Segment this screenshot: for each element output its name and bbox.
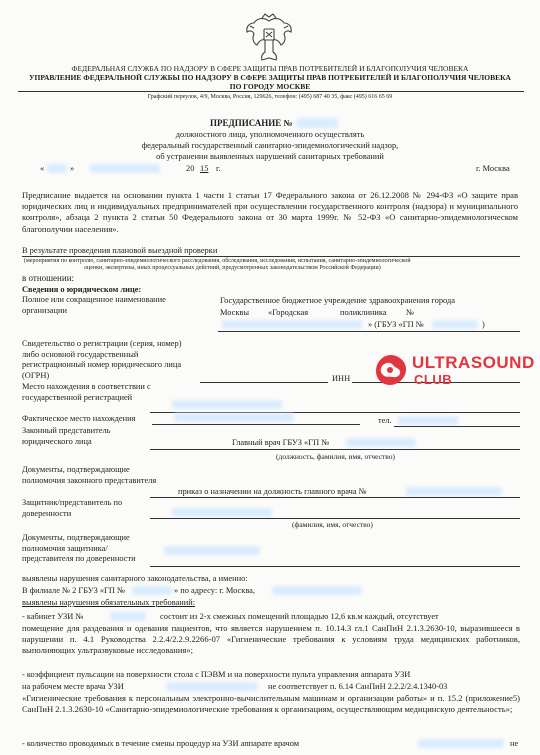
- redacted-location: [172, 400, 282, 409]
- legal-rep-underline: [150, 449, 520, 450]
- actual-place-underline: [152, 424, 360, 425]
- header-line-1: ФЕДЕРАЛЬНАЯ СЛУЖБА ПО НАДЗОРУ В СФЕРЕ ЗАЩИТЫ ПРАВ ПОТРЕБИТЕЛЕЙ И БЛАГОПОЛУЧИЯ ЧЕЛОВЕКА: [71, 64, 469, 73]
- inspection-text: В результате проведения плановой выездной проверки: [22, 246, 218, 255]
- redacted-legal-rep: [346, 438, 416, 447]
- inspection-note-1: (мероприятия по контролю, санитарно-эпидемиологического расследования, обследования, исследования, испытания, санитарно-эпидемиологической: [24, 258, 411, 264]
- violations-subheading: выявлены нарушения обязательных требований:: [22, 598, 196, 607]
- tel-label: тел.: [378, 416, 392, 425]
- date-year-prefix: 20: [186, 164, 195, 173]
- item2-rest: «Гигиенические требования к персональным электронно-вычислительным машинам и организации работы» и п. 15.2 (приложение5) СанПиН 2.1.3.2630-10 «Санитарно-эпидемиологические требования к организациям, осуществляющим медицинскую деятельность»;: [22, 693, 520, 715]
- violations-intro: выявлены нарушения санитарного законодательства, а именно:: [22, 574, 248, 583]
- item1-rest: помещение для раздевания и одевания пациентов, что является нарушением п. 10.14.3 гл.1 СанПиН 2.1.3.2630-10, выразившееся в нарушении п. 4.1 Руководства 2.2.4/2.2.9.2266-07 «Гигиенические требования к условиям труда медицинских работников, выполняющих ультразвуковые исследования»;: [22, 623, 520, 656]
- coat-of-arms-icon: [244, 12, 294, 64]
- org-name-value-1: Государственное бюджетное учреждение здравоохранения города: [220, 296, 455, 305]
- org-name-underline: [218, 331, 520, 332]
- date-quote-open: «: [40, 164, 45, 173]
- redacted-address: [272, 586, 362, 595]
- defender-docs-label: Документы, подтверждающие полномочия защитника/ представителя по доверенности: [22, 533, 136, 563]
- item3-b: не: [510, 739, 519, 748]
- legal-rep-note: (должность, фамилия, имя, отчество): [276, 452, 396, 461]
- tel-underline: [394, 426, 520, 427]
- title-line-2: федеральный государственный санитарно-эпидемиологический надзор,: [141, 141, 399, 150]
- redacted-room: [110, 612, 146, 621]
- defender-note: (фамилия, имя, отчество): [292, 520, 373, 529]
- inspection-note-2: оценки, экспертизы, иных процессуальных действий, предусмотренных законодательством Российской Федерации): [84, 265, 381, 271]
- actual-place-label: Фактическое место нахождения: [22, 414, 136, 423]
- inspection-underline: [22, 256, 520, 257]
- redacted-number: [296, 118, 338, 128]
- date-year: 15: [200, 164, 209, 173]
- branch-prefix: В филиале № 2 ГБУЗ «ГП №: [22, 586, 126, 595]
- redacted-phone: [398, 416, 458, 425]
- ultrasound-club-logo-icon: [372, 352, 410, 388]
- registration-underline: [200, 382, 328, 383]
- documents-value: приказ о назначении на должность главного врача №: [178, 487, 367, 496]
- basis-paragraph: Предписание выдается на основании пункта 1 части 1 статьи 17 Федерального закона от 26.12.2008 № 294-ФЗ «О защите прав юридических лиц и индивидуальных предпринимателей при осуществлении государственного контроля (надзора) и муниципального контроля», абзаца 2 пункта 2 статьи 50 Федерального закона от 30 марта 1999г. № 52-ФЗ «О санитарно-эпидемиологическом благополучии населения».: [22, 190, 518, 234]
- document-heading: ПРЕДПИСАНИЕ №: [210, 118, 293, 128]
- redacted-gp-number: [432, 320, 478, 329]
- legal-rep-value: Главный врач ГБУЗ «ГП №: [232, 438, 330, 447]
- item2-b2: не соответствует п. 6.14 СанПиН 2.2.2/2.4.1340-03: [268, 682, 448, 691]
- header-address: Графский переулок, 4/9, Москва, Россия, 129626, телефон: (495) 687 40 35, факс (495) 616 65 69: [147, 94, 393, 100]
- title-line-3: об устранении выявленных нарушений санитарных требований: [156, 152, 384, 161]
- defender-docs-underline: [150, 566, 520, 567]
- documents-label: Документы, подтверждающие полномочия законного представителя: [22, 465, 157, 485]
- header-line-3: ПО ГОРОДУ МОСКВЕ: [229, 82, 311, 91]
- redacted-branch-gp: [132, 586, 172, 595]
- item1-b: состоит из 2-х смежных помещений площадью 12,6 кв.м каждый, отсутствует: [160, 612, 439, 621]
- org-name-value-2a: Москвы: [220, 308, 250, 317]
- defender-label: Защитник/представитель по доверенности: [22, 498, 123, 518]
- defender-underline: [150, 518, 520, 519]
- documents-underline: [150, 497, 520, 498]
- redacted-doctor: [166, 682, 258, 691]
- item2-a: - коэффициент пульсации на поверхности стола с ПЭВМ и на поверхности пульта управления аппарата УЗИ: [22, 670, 411, 679]
- city: г. Москва: [476, 164, 510, 173]
- org-name-value-3: » (ГБУЗ «ГП №: [368, 320, 424, 329]
- date-quote-close: »: [70, 164, 75, 173]
- item3-a: - количество проводимых в течение смены процедур на УЗИ аппарате врачом: [22, 739, 300, 748]
- redacted-day: [47, 164, 67, 173]
- item1-a: - кабинет УЗИ №: [22, 612, 84, 621]
- inn-label: ИНН: [332, 374, 351, 383]
- org-name-value-3-close: ): [482, 320, 485, 329]
- watermark-brand-top: ULTRASOUND: [412, 353, 535, 372]
- redacted-actual-place: [174, 413, 294, 422]
- redacted-defender-docs: [164, 546, 260, 555]
- header-line-2: УПРАВЛЕНИЕ ФЕДЕРАЛЬНОЙ СЛУЖБЫ ПО НАДЗОРУ В СФЕРЕ ЗАЩИТЫ ПРАВ ПОТРЕБИТЕЛЕЙ И БЛАГОПОЛУЧИЯ ЧЕЛОВЕКА: [29, 73, 511, 82]
- registration-label: Свидетельство о регистрации (серия, номер) либо основной государственный регистрационный номер юридического лица (ОГРН): [22, 339, 182, 380]
- regard-text: в отношении:: [22, 273, 75, 283]
- redacted-doctor-2: [418, 739, 504, 748]
- redacted-month: [90, 164, 160, 173]
- header-divider: [18, 91, 524, 92]
- org-name-value-2b: «Городская: [268, 308, 309, 317]
- watermark-brand-bottom: CLUB: [414, 372, 453, 387]
- org-name-value-2d: №: [406, 308, 414, 317]
- item2-b1: на рабочем месте врача УЗИ: [22, 682, 124, 691]
- redacted-defender: [172, 508, 272, 517]
- legal-rep-label: Законный представитель юридического лица: [22, 426, 111, 446]
- redacted-org-name: [222, 320, 362, 329]
- date-year-suffix: г.: [216, 164, 221, 173]
- branch-suffix: » по адресу: г. Москва,: [174, 586, 255, 595]
- org-name-value-2c: поликлиника: [340, 308, 387, 317]
- title-line-1: должностного лица, уполномоченного осуществлять: [175, 130, 365, 139]
- redacted-order: [406, 487, 502, 496]
- location-label: Место нахождения в соответствии с государственной регистрацией: [22, 382, 151, 402]
- legal-entity-heading: Сведения о юридическом лице:: [22, 285, 142, 294]
- org-name-label: Полное или сокращенное наименование организации: [22, 295, 166, 315]
